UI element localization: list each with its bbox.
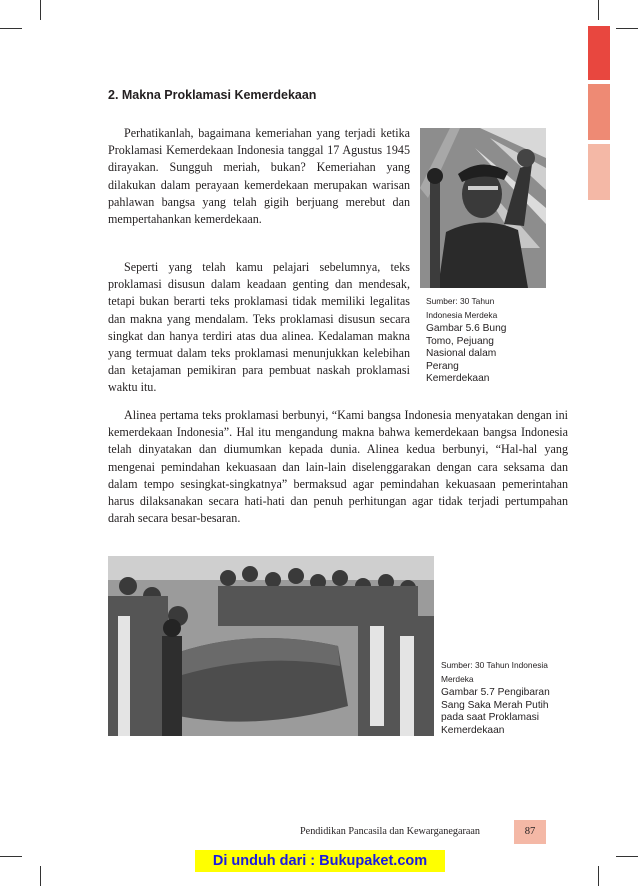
crop-mark (40, 0, 41, 20)
crop-mark (40, 866, 41, 886)
figure-5-6-caption (426, 294, 518, 386)
figure-source: Sumber: 30 Tahun Indonesia Merdeka (426, 296, 498, 320)
section-heading: 2. Makna Proklamasi Kemerdekaan (108, 88, 317, 102)
chapter-tab-light (588, 144, 610, 200)
figure-title: Gambar 5.7 Pengibaran Sang Saka Merah Putih pada saat Proklamasi Kemerdekaan (441, 687, 550, 736)
paragraph-3: Alinea pertama teks proklamasi berbunyi, “Kami bangsa Indonesia menyatakan dengan ini kemerdekaan Indonesia”. Hal itu mengandung makna bahwa kemerdekaan bangsa Indonesia telah dinyatakan dan diumumkan kepada dunia. Alinea kedua berbunyi, “Hal-hal yang mengenai pemindahan kekuasaan dan lain-lain diselenggarakan dengan cara seksama dan dalam tempo sesingkat-singkatnya” bermaksud agar pemindahan kekuasaan pemerintahan harus dilaksanakan secara hati-hati dan penuh perhitungan agar tidak terjadi pertumpahan darah secara besar-besaran. (108, 408, 568, 526)
crop-mark (0, 28, 22, 29)
download-banner[interactable]: Di unduh dari : Bukupaket.com (195, 850, 445, 872)
page-number: 87 (514, 820, 546, 844)
crop-mark (0, 856, 22, 857)
chapter-tab-dark (588, 26, 610, 80)
paragraph-2: Seperti yang telah kamu pelajari sebelumnya, teks proklamasi disusun dalam keadaan genting dan mendesak, tetapi bukan berarti teks proklamasi tidak memiliki legalitas dan makna yang mendalam. Teks proklamasi disusun secara singkat dan hanya terdiri atas dua alinea. Kedalaman makna yang termuat dalam teks proklamasi menunjukkan kelebihan dan ketajaman pemikiran para pembuat naskah proklamasi waktu itu. (108, 260, 410, 395)
flag-raising-photo (108, 556, 434, 736)
crop-mark (616, 28, 638, 29)
figure-5-7-caption (441, 658, 571, 737)
paragraph-1: Perhatikanlah, bagaimana kemeriahan yang terjadi ketika Proklamasi Kemerdekaan Indonesia tanggal 17 Agustus 1945 dirayakan. Sungguh meriah, bukan? Kemeriahan yang dilakukan dalam perayaan kemerdekaan merupakan warisan pahlawan bangsa yang telah gigih berjuang merebut dan mempertahankan kemerdekaan. (108, 126, 410, 227)
figure-source: Sumber: 30 Tahun Indonesia Merdeka (441, 660, 548, 684)
crop-mark (616, 856, 638, 857)
bung-tomo-photo (420, 128, 546, 288)
figure-title: Gambar 5.6 Bung Tomo, Pejuang Nasional dalam Perang Kemerdekaan (426, 323, 507, 385)
crop-mark (598, 0, 599, 20)
footer-book-title: Pendidikan Pancasila dan Kewarganegaraan (300, 826, 481, 837)
crop-mark (598, 866, 599, 886)
chapter-tab-mid (588, 84, 610, 140)
